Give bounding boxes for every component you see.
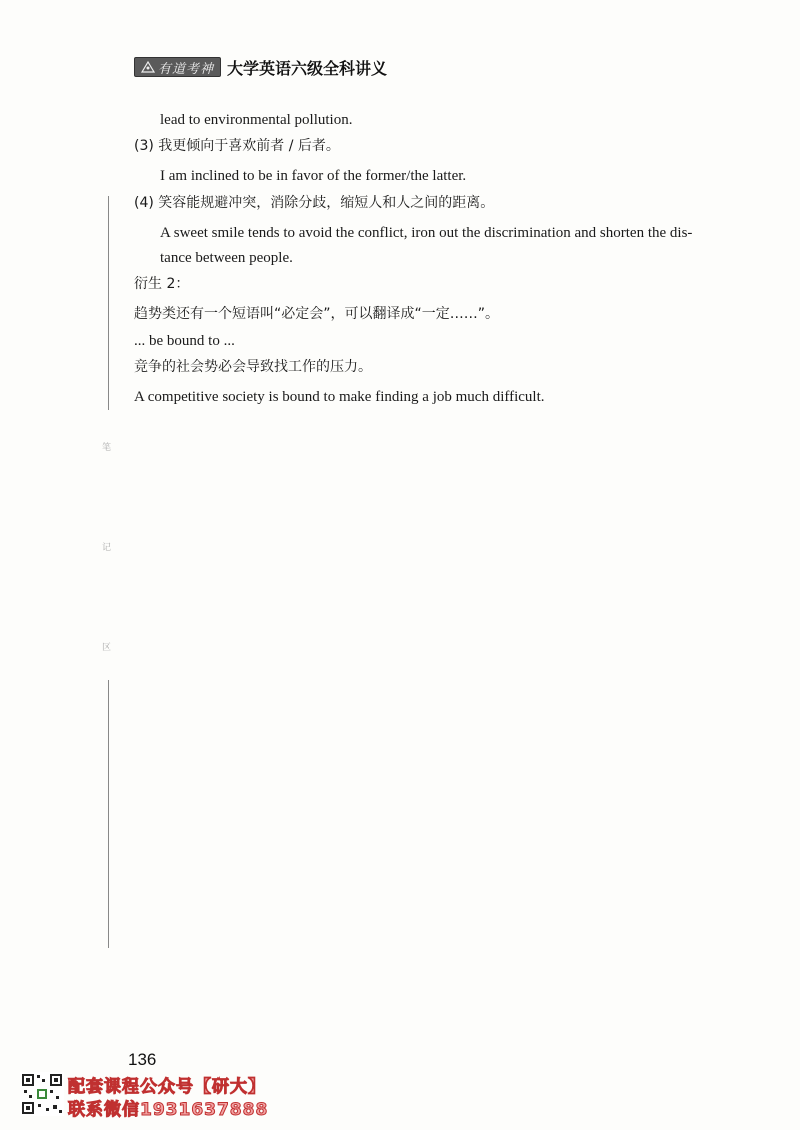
watermark-line-1: 配套课程公众号【研大】	[68, 1077, 266, 1097]
margin-note-3: 区	[102, 643, 112, 653]
book-title: 大学英语六级全科讲义	[227, 58, 388, 78]
badge-text: 有道考神	[158, 61, 215, 77]
body-line: tance between people.	[160, 250, 293, 266]
body-line: 竞争的社会势必会导致找工作的压力。	[134, 359, 372, 375]
publisher-badge	[134, 57, 221, 77]
body-line: 衍生 2：	[134, 276, 190, 292]
body-line: (3) 我更倾向于喜欢前者 / 后者。	[134, 138, 340, 154]
owl-logo-icon	[141, 61, 155, 73]
margin-rule-bottom	[108, 680, 109, 948]
body-line: lead to environmental pollution.	[160, 112, 353, 128]
running-header	[134, 54, 387, 80]
body-line: A competitive society is bound to make finding a job much difficult.	[134, 389, 545, 405]
body-line: A sweet smile tends to avoid the conflict, iron out the discrimination and shorten the dis-	[160, 225, 693, 241]
margin-note-2: 记	[102, 543, 112, 553]
watermark-line-2: 联系微信1931637888	[68, 1100, 269, 1120]
margin-note-1: 笔	[102, 443, 112, 453]
body-line: ... be bound to ...	[134, 333, 235, 349]
body-line: (4) 笑容能规避冲突，消除分歧，缩短人和人之间的距离。	[134, 195, 495, 211]
margin-rule-top	[108, 196, 109, 410]
body-line: 趋势类还有一个短语叫“必定会”，可以翻译成“一定……”。	[134, 306, 500, 322]
page-number: 136	[128, 1050, 157, 1069]
body-line: I am inclined to be in favor of the former/the latter.	[160, 168, 467, 184]
qr-code-icon	[20, 1072, 64, 1116]
